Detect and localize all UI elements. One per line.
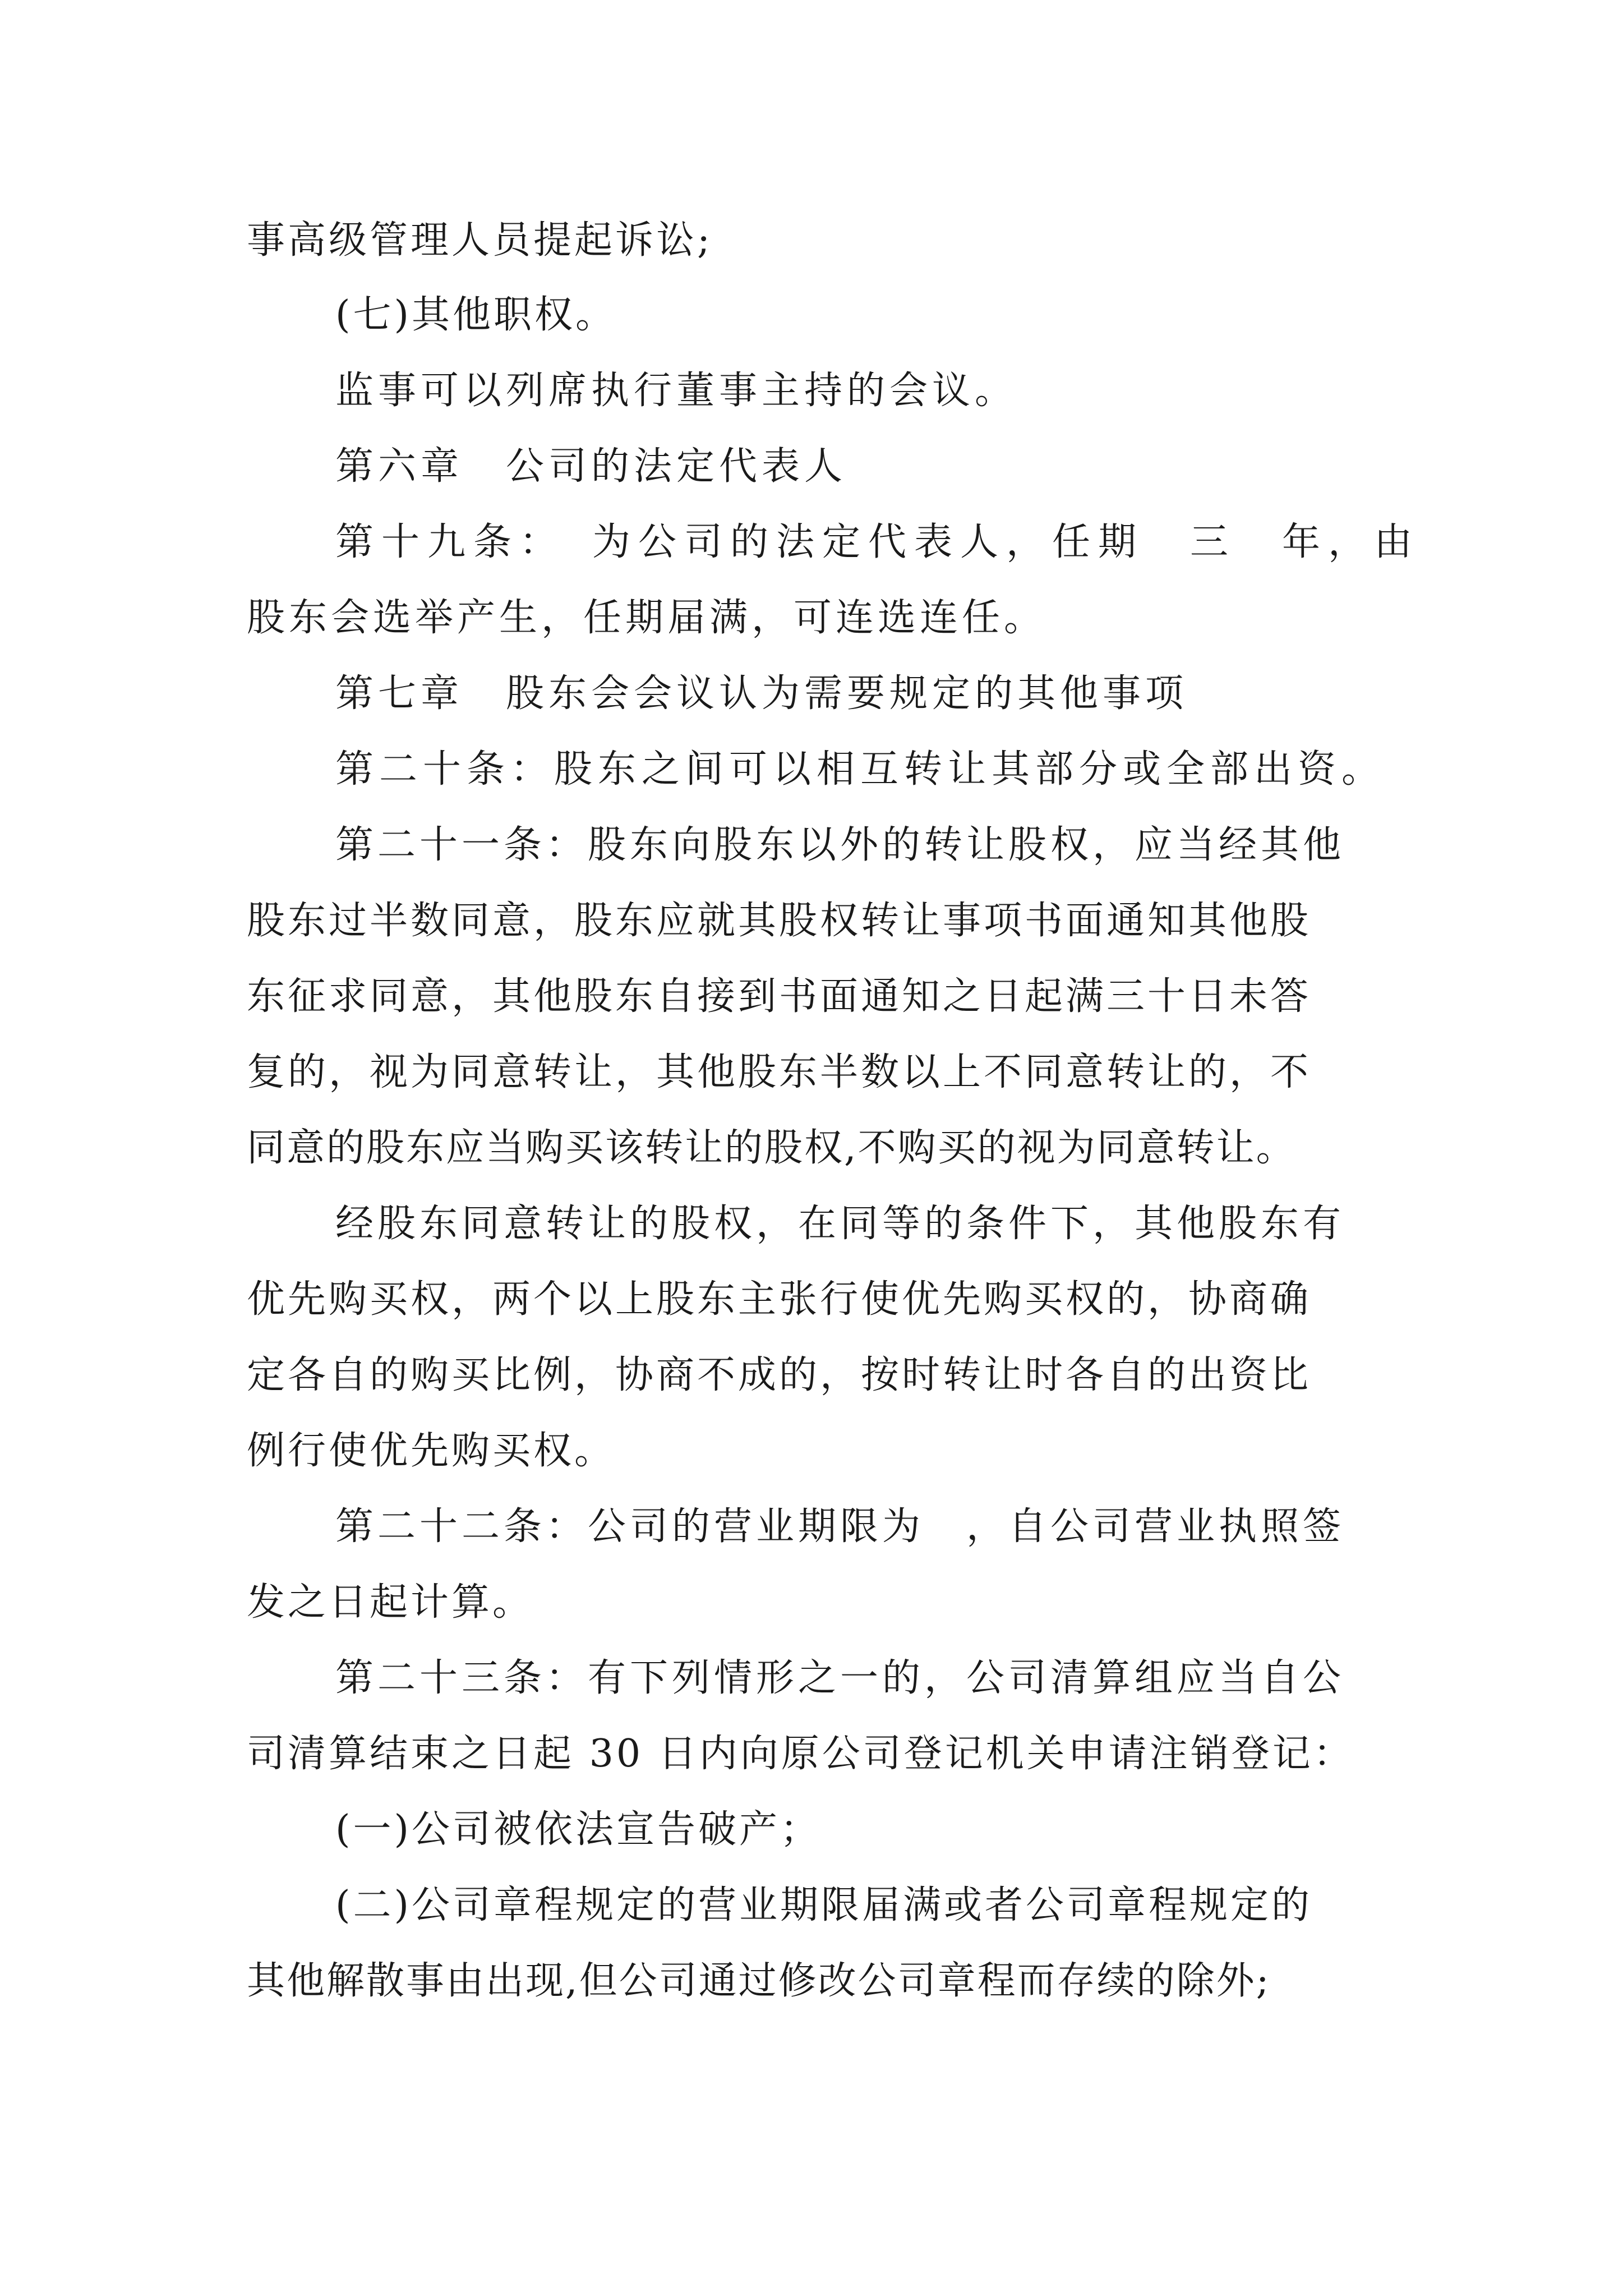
text-line: 司清算结束之日起 30 日内向原公司登记机关申请注销登记： (247, 1732, 1354, 1776)
text-line: 股东过半数同意，股东应就其股权转让事项书面通知其他股 (247, 899, 1312, 943)
text-line: 第二十三条：有下列情形之一的，公司清算组应当自公 (335, 1656, 1345, 1700)
text-line: 经股东同意转让的股权，在同等的条件下，其他股东有 (335, 1202, 1345, 1246)
chapter-heading: 第七章 股东会会议认为需要规定的其他事项 (335, 671, 1188, 716)
text-line: 发之日起计算。 (247, 1580, 534, 1625)
text-line: 定各自的购买比例，协商不成的，按时转让时各自的出资比 (247, 1353, 1312, 1397)
text-line: 第二十条：股东之间可以相互转让其部分或全部出资。 (335, 747, 1386, 792)
text-line: 监事可以列席执行董事主持的会议。 (335, 369, 1018, 413)
text-line: 优先购买权，两个以上股东主张行使优先购买权的，协商确 (247, 1277, 1312, 1322)
text-line: 同意的股东应当购买该转让的股权,不购买的视为同意转让。 (247, 1126, 1296, 1170)
text-line: 股东会选举产生，任期届满，可连选连任。 (247, 596, 1046, 640)
text-line: 第十九条： 为公司的法定代表人，任期 三 年，由 (335, 520, 1421, 564)
text-line: 东征求同意，其他股东自接到书面通知之日起满三十日未答 (247, 974, 1312, 1019)
text-line: 第二十一条：股东向股东以外的转让股权，应当经其他 (335, 823, 1345, 867)
text-line: 第二十二条：公司的营业期限为 ，自公司营业执照签 (335, 1504, 1345, 1549)
text-line: (二)公司章程规定的营业期限届满或者公司章程规定的 (335, 1883, 1313, 1927)
text-line: 事高级管理人员提起诉讼; (247, 218, 713, 263)
text-line: (七)其他职权。 (335, 293, 617, 337)
text-line: 其他解散事由出现,但公司通过修改公司章程而存续的除外; (247, 1959, 1271, 2003)
text-line: 复的，视为同意转让，其他股东半数以上不同意转让的，不 (247, 1050, 1312, 1094)
text-line: (一)公司被依法宣告破产； (335, 1807, 822, 1852)
chapter-heading: 第六章 公司的法定代表人 (335, 444, 847, 489)
text-line: 例行使优先购买权。 (247, 1429, 616, 1473)
